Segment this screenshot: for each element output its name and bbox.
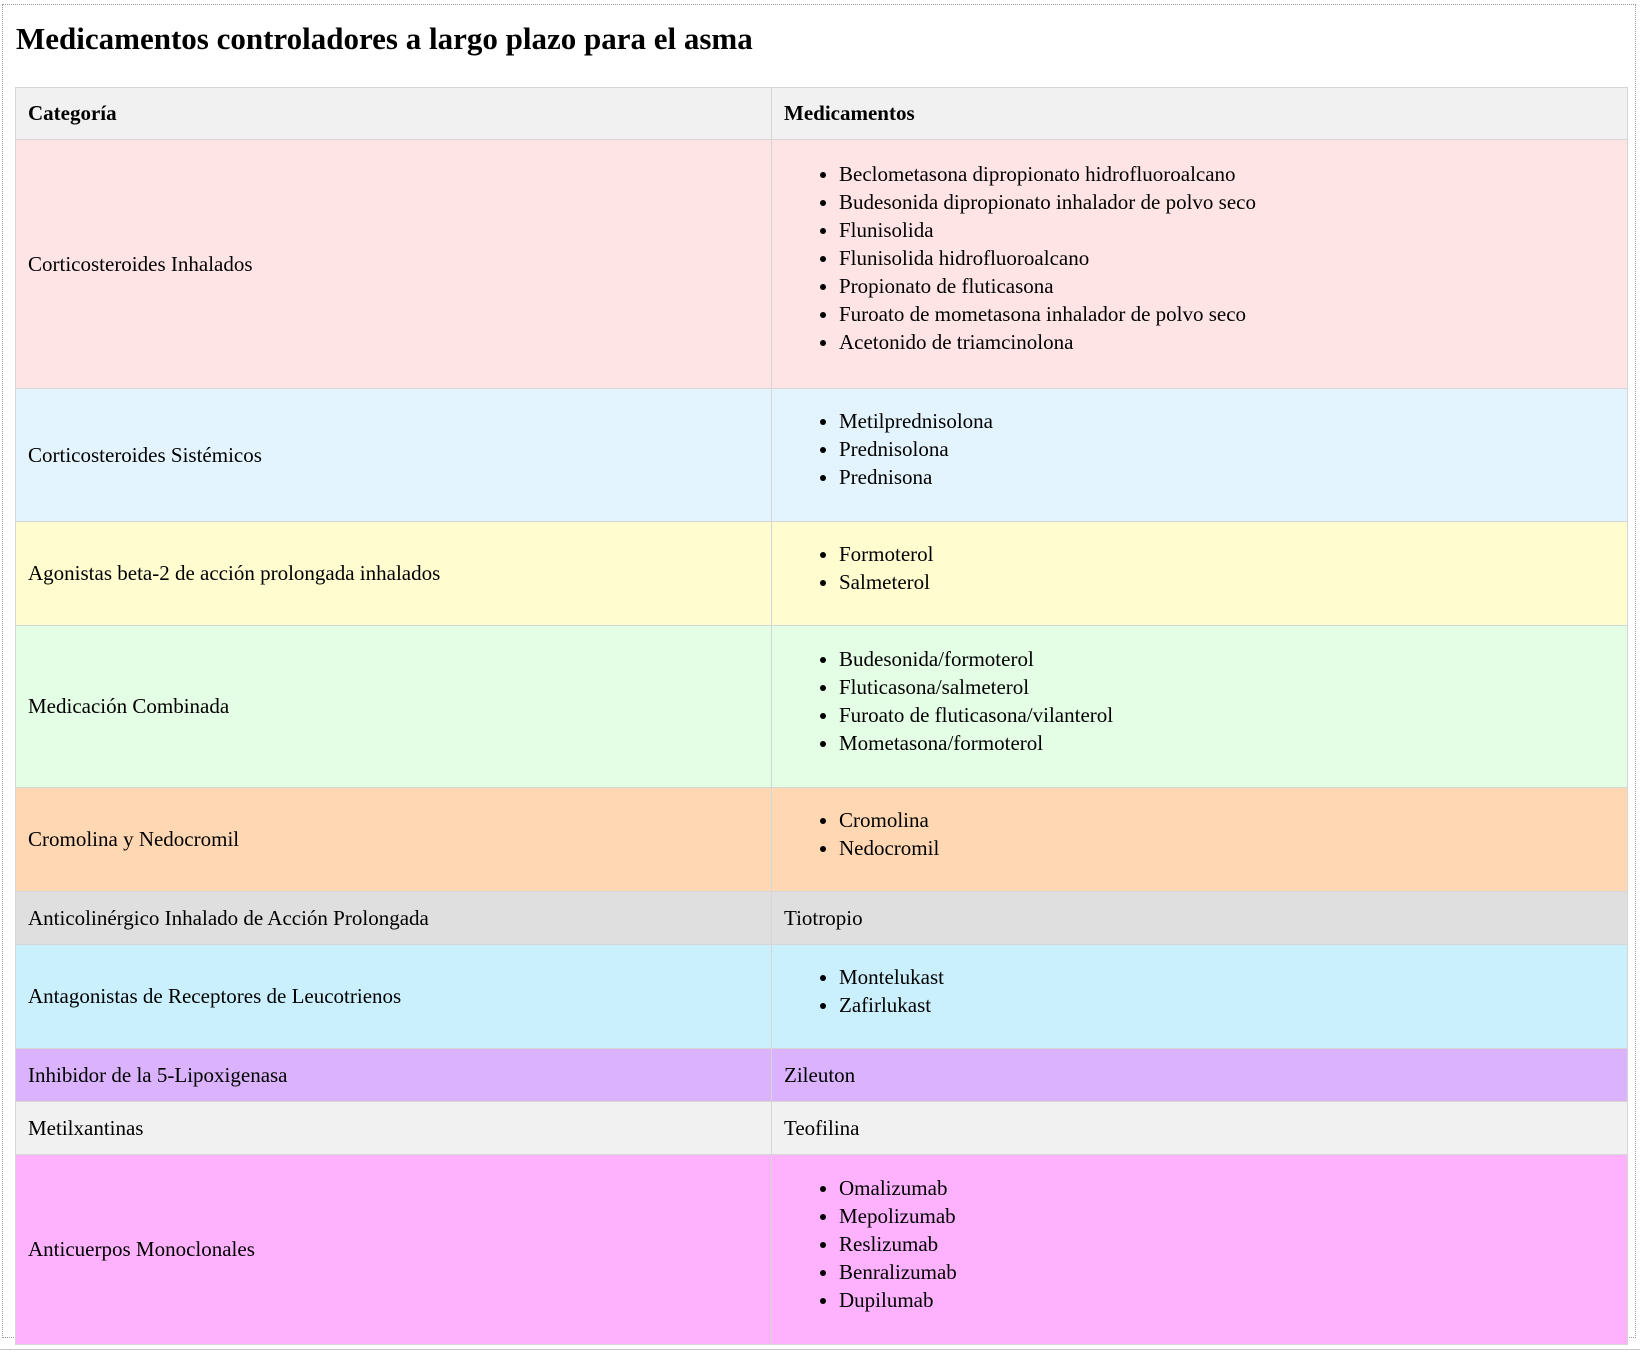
medication-item: • Furoato de mometasona inhalador de polvo seco	[839, 300, 1615, 328]
medication-item: • Salmeterol	[839, 568, 1615, 596]
table-row	[16, 522, 1628, 626]
medication-item: • Fluticasona/salmeterol	[839, 673, 1615, 701]
medication-item: • Reslizumab	[839, 1230, 1615, 1258]
table-row	[16, 389, 1628, 522]
medication-item: • Zafirlukast	[839, 991, 1615, 1019]
category-cell: Metilxantinas	[16, 1102, 772, 1155]
medication-list	[784, 633, 1615, 781]
table-row	[16, 140, 1628, 389]
table-row	[16, 1049, 1628, 1102]
medication-item: • Mometasona/formoterol	[839, 729, 1615, 757]
medication-item: • Benralizumab	[839, 1258, 1615, 1286]
table-row	[16, 1102, 1628, 1155]
header-medications: Medicamentos	[772, 88, 1628, 140]
category-cell: Agonistas beta-2 de acción prolongada inhalados	[16, 522, 772, 626]
medications-cell	[772, 945, 1628, 1049]
medication-item: • Formoterol	[839, 540, 1615, 568]
medication-list	[784, 951, 1615, 1043]
medication-item: • Cromolina	[839, 806, 1615, 834]
page-title: Medicamentos controladores a largo plazo para el asma	[16, 21, 753, 56]
category-cell: Inhibidor de la 5-Lipoxigenasa	[16, 1049, 772, 1102]
category-cell: Antagonistas de Receptores de Leucotrienos	[16, 945, 772, 1049]
medication-list	[784, 528, 1615, 620]
table-body	[16, 140, 1628, 1345]
medications-cell: Tiotropio	[772, 892, 1628, 945]
table-row	[16, 892, 1628, 945]
medications-cell: Zileuton	[772, 1049, 1628, 1102]
table-row	[16, 626, 1628, 788]
category-cell: Anticolinérgico Inhalado de Acción Prolongada	[16, 892, 772, 945]
medication-item: • Omalizumab	[839, 1174, 1615, 1202]
table-row	[16, 945, 1628, 1049]
medication-item: • Budesonida dipropionato inhalador de polvo seco	[839, 188, 1615, 216]
medication-list	[784, 794, 1615, 886]
medications-cell	[772, 389, 1628, 522]
medications-cell	[772, 522, 1628, 626]
medication-item: • Dupilumab	[839, 1286, 1615, 1314]
bottom-divider	[0, 1349, 1640, 1350]
header-category: Categoría	[16, 88, 772, 140]
medication-list	[784, 148, 1615, 380]
medication-item: • Nedocromil	[839, 834, 1615, 862]
medication-item: • Prednisona	[839, 463, 1615, 491]
medications-cell: Teofilina	[772, 1102, 1628, 1155]
medications-cell	[772, 788, 1628, 892]
medication-item: • Metilprednisolona	[839, 407, 1615, 435]
medication-item: • Prednisolona	[839, 435, 1615, 463]
medications-cell	[772, 140, 1628, 389]
category-cell: Corticosteroides Inhalados	[16, 140, 772, 389]
category-cell: Corticosteroides Sistémicos	[16, 389, 772, 522]
medication-item: • Flunisolida hidrofluoroalcano	[839, 244, 1615, 272]
medication-item: • Furoato de fluticasona/vilanterol	[839, 701, 1615, 729]
table-row	[16, 1155, 1628, 1345]
category-cell: Cromolina y Nedocromil	[16, 788, 772, 892]
header-row	[16, 88, 1628, 140]
table-row	[16, 788, 1628, 892]
medications-cell	[772, 626, 1628, 788]
category-cell: Anticuerpos Monoclonales	[16, 1155, 772, 1345]
medications-cell	[772, 1155, 1628, 1345]
medication-item: • Propionato de fluticasona	[839, 272, 1615, 300]
medication-list	[784, 1162, 1615, 1338]
category-cell: Medicación Combinada	[16, 626, 772, 788]
medication-item: • Beclometasona dipropionato hidrofluoroalcano	[839, 160, 1615, 188]
medication-item: • Flunisolida	[839, 216, 1615, 244]
medications-table	[15, 87, 1628, 1345]
medication-item: • Mepolizumab	[839, 1202, 1615, 1230]
medication-item: • Acetonido de triamcinolona	[839, 328, 1615, 356]
medication-item: • Budesonida/formoterol	[839, 645, 1615, 673]
medication-item: • Montelukast	[839, 963, 1615, 991]
table-header	[16, 88, 1628, 140]
medication-list	[784, 395, 1615, 515]
